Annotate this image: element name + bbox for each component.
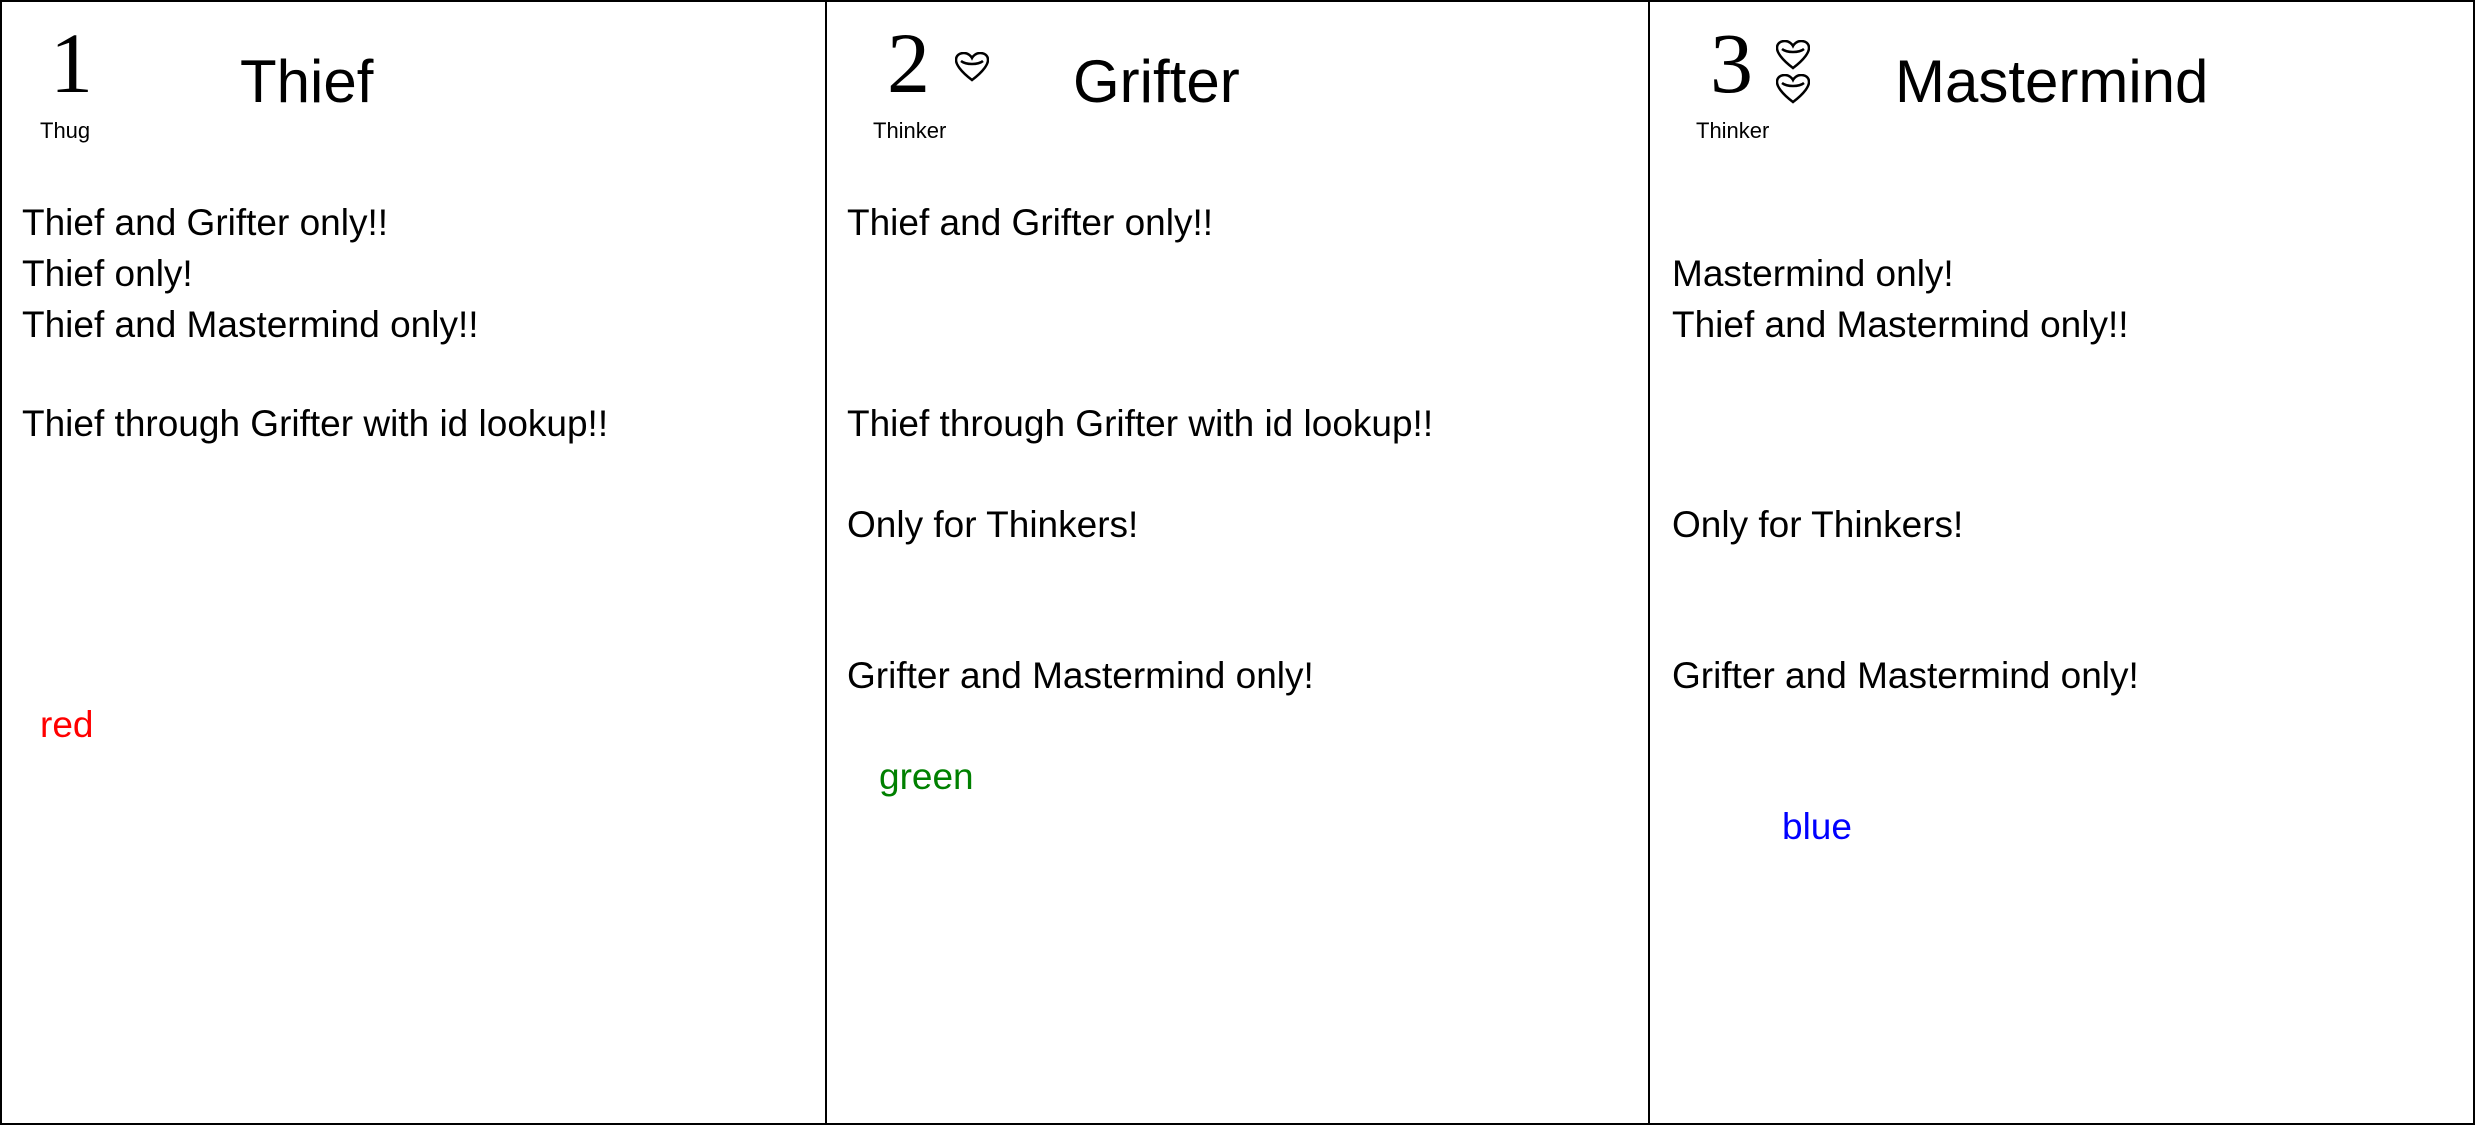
card-title: Grifter <box>1073 48 1240 115</box>
body-line: Grifter and Mastermind only! <box>847 655 1314 696</box>
body-line: Only for Thinkers! <box>847 504 1139 545</box>
card-header <box>1650 2 2473 172</box>
heart-icon <box>1776 74 1810 104</box>
card-header <box>2 2 825 172</box>
color-word: green <box>879 756 974 797</box>
heart-icon <box>1776 40 1810 70</box>
body-line: Thief and Grifter only!! <box>847 202 1214 243</box>
class-label: Thug <box>40 118 91 143</box>
body-line: Thief and Grifter only!! <box>22 202 389 243</box>
class-label: Thinker <box>1696 118 1770 143</box>
body-line: Thief through Grifter with id lookup!! <box>22 403 609 444</box>
card-title: Thief <box>240 48 374 115</box>
heart-icon <box>955 52 989 82</box>
body-line: Only for Thinkers! <box>1672 504 1964 545</box>
rank-number: 3 <box>1710 15 1753 111</box>
body-line: Thief and Mastermind only!! <box>22 304 479 345</box>
rank-number: 1 <box>50 15 93 111</box>
body-line: Thief only! <box>22 253 193 294</box>
card-grifter <box>827 0 1650 1125</box>
body-line: Thief through Grifter with id lookup!! <box>847 403 1434 444</box>
body-line: Mastermind only! <box>1672 253 1954 294</box>
color-word: red <box>40 704 94 745</box>
card-mastermind <box>1650 0 2475 1125</box>
card-title: Mastermind <box>1895 48 2209 115</box>
rank-number: 2 <box>887 15 930 111</box>
heart-group <box>955 52 989 82</box>
card-thief <box>0 0 827 1125</box>
card-header <box>827 2 1648 172</box>
heart-group <box>1776 40 1810 104</box>
color-word: blue <box>1782 806 1852 847</box>
body-line: Thief and Mastermind only!! <box>1672 304 2129 345</box>
body-line: Grifter and Mastermind only! <box>1672 655 2139 696</box>
class-label: Thinker <box>873 118 947 143</box>
